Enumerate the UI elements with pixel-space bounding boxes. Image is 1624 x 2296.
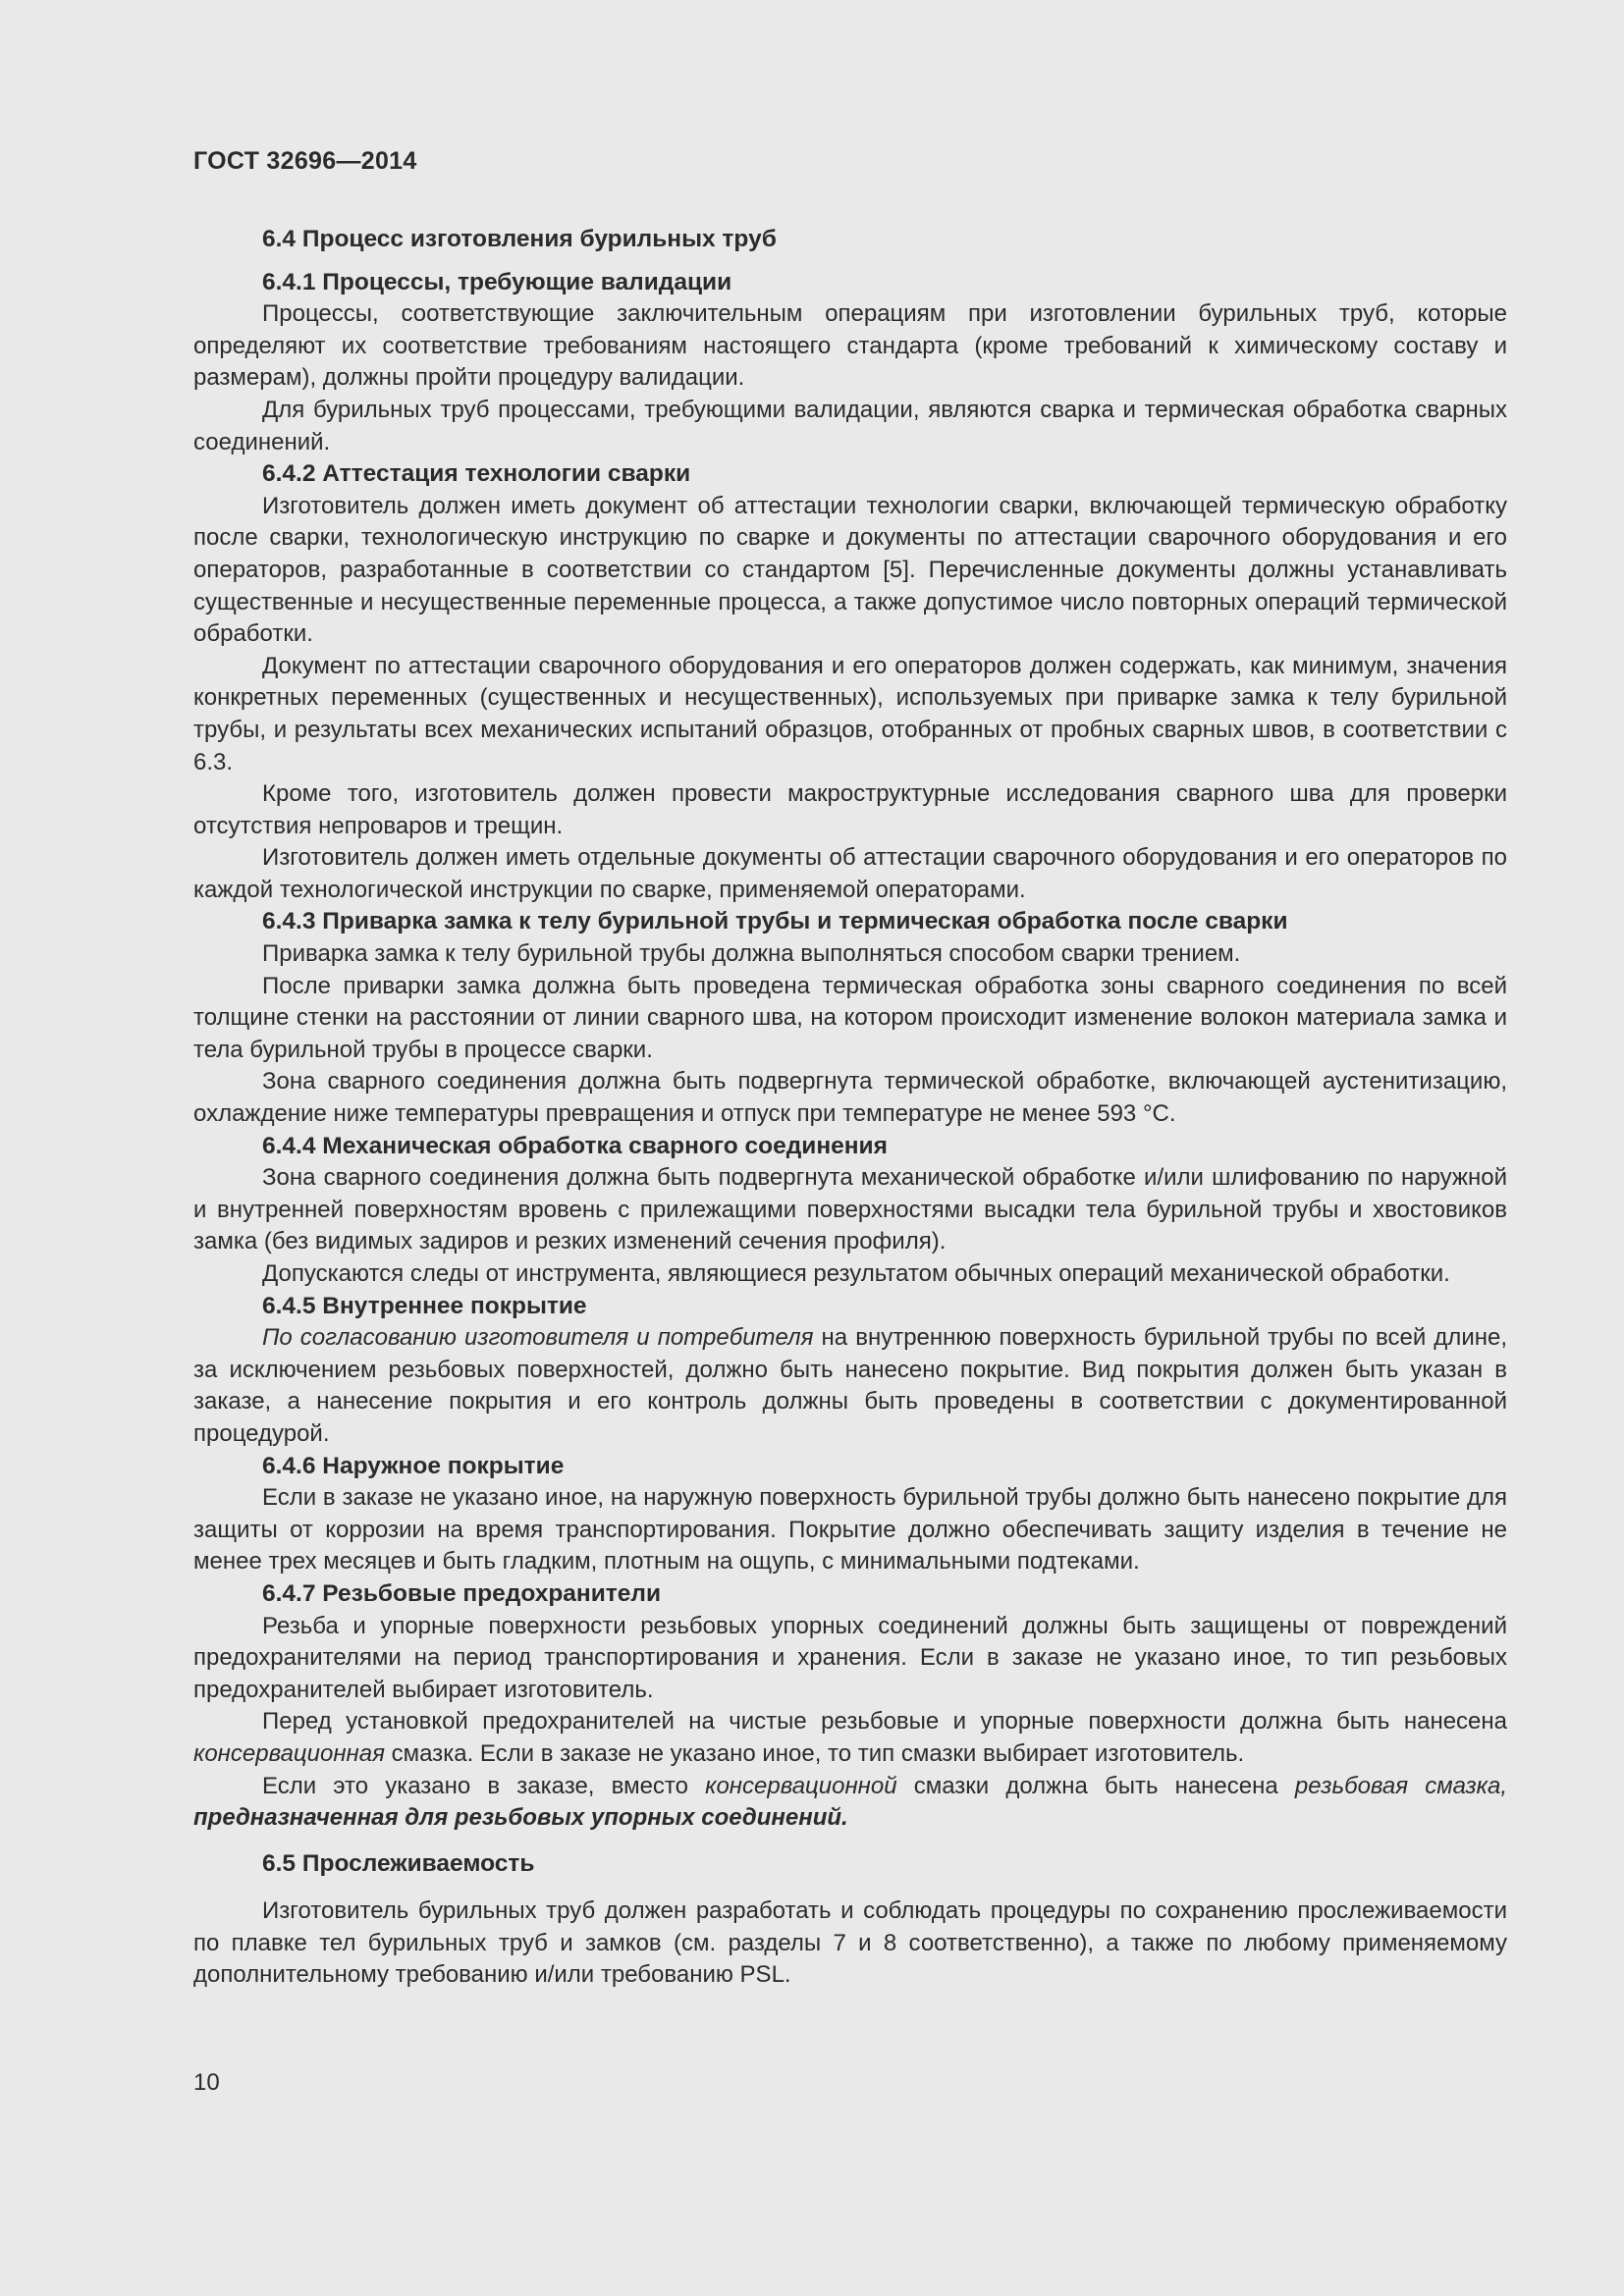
paragraph: Кроме того, изготовитель должен провести макроструктурные исследования сварного шва для проверки отсутствия непроваров и трещин. [193, 780, 1507, 839]
paragraph: Допускаются следы от инструмента, являющиеся результатом обычных операций механической обработки. [262, 1260, 1450, 1287]
italic-text: резьбовая смазка, [1294, 1772, 1507, 1799]
text-run: на внутреннюю поверхность бурильной трубы по всей длине, за исключением резьбовых поверхностей, должно быть нанесено покрытие. Вид покрытия должен быть указан в заказе, а нанесение покрытия и его контроль должны быть проведены в соответствии с документированной процедурой. [193, 1324, 1507, 1447]
bold-italic-text: предназначенная для резьбовых упорных соединений. [193, 1804, 848, 1832]
section-6-4-1-title: 6.4.1 Процессы, требующие валидации [262, 268, 732, 295]
text-run: Если это указано в заказе, вместо [262, 1772, 706, 1799]
text-run: Перед установкой предохранителей на чистые резьбовые и упорные поверхности должна быть нанесена [262, 1708, 1507, 1735]
italic-text: По согласованию изготовителя и потребителя [262, 1324, 814, 1352]
section-6-4-5-title: 6.4.5 Внутреннее покрытие [262, 1292, 587, 1319]
section-6-4-2-title: 6.4.2 Аттестация технологии сварки [262, 460, 691, 488]
paragraph: Зона сварного соединения должна быть подвергнута механической обработке и/или шлифованию по наружной и внутренней поверхностям вровень с прилежащими поверхностями высадки тела бурильной трубы и хвостовиков замка (без видимых задиров и резких изменений сечения профиля). [193, 1164, 1507, 1255]
paragraph: Резьба и упорные поверхности резьбовых упорных соединений должны быть защищены от повреждений предохранителями на период транспортирования и хранения. Если в заказе не указано иное, то тип резьбовых предохранителей выбирает изготовитель. [193, 1612, 1507, 1703]
paragraph: Зона сварного соединения должна быть подвергнута термической обработке, включающей аустенитизацию, охлаждение ниже температуры превращения и отпуск при температуре не менее 593 °C. [193, 1068, 1507, 1128]
document-body [193, 224, 1507, 1992]
paragraph: Изготовитель должен иметь отдельные документы об аттестации сварочного оборудования и его операторов по каждой технологической инструкции по сварке, применяемой операторами. [193, 844, 1507, 903]
page-number: 10 [193, 2069, 220, 2096]
text-run: смазка. Если в заказе не указано иное, то тип смазки выбирает изготовитель. [384, 1739, 1245, 1767]
paragraph: Процессы, соответствующие заключительным операциям при изготовлении бурильных труб, которые определяют их соответствие требованиям настоящего стандарта (кроме требований к химическому составу и размерам), должны пройти процедуру валидации. [193, 300, 1507, 392]
section-6-4-title: 6.4 Процесс изготовления бурильных труб [262, 226, 777, 252]
paragraph: Для бурильных труб процессами, требующими валидации, являются сварка и термическая обработка сварных соединений. [193, 396, 1507, 455]
paragraph [193, 1771, 1507, 1835]
paragraph: Документ по аттестации сварочного оборудования и его операторов должен содержать, как минимум, значения конкретных переменных (существенных и несущественных), используемых при приварке замка к телу бурильной трубы, и результаты всех механических испытаний образцов, отобранных от пробных сварных швов, в соответствии с 6.3. [193, 652, 1507, 775]
section-6-5-title: 6.5 Прослеживаемость [262, 1849, 535, 1877]
paragraph: Если в заказе не указано иное, на наружную поверхность бурильной трубы должно быть нанесено покрытие для защиты от коррозии на время транспортирования. Покрытие должно обеспечивать защиту изделия в течение не менее трех месяцев и быть гладким, плотным на ощупь, с минимальными подтеками. [193, 1484, 1507, 1575]
section-6-4-6-title: 6.4.6 Наружное покрытие [262, 1452, 565, 1479]
text-run: смазки должна быть нанесена [896, 1772, 1295, 1799]
italic-text: консервационной [705, 1772, 897, 1799]
paragraph: Изготовитель бурильных труб должен разработать и соблюдать процедуры по сохранению прослеживаемости по плавке тел бурильных труб и замков (см. разделы 7 и 8 соответственно), а также по любому применяемому дополнительному требованию и/или требованию PSL. [193, 1897, 1507, 1989]
paragraph: Изготовитель должен иметь документ об аттестации технологии сварки, включающей термическую обработку после сварки, технологическую инструкцию по сварке и документы по аттестации сварочного оборудования и его операторов, разработанные в соответствии со стандартом [5]. Перечисленные документы должны устанавливать существенные и несущественные переменные процесса, а также допустимое число повторных операций термической обработки. [193, 492, 1507, 648]
document-header: ГОСТ 32696—2014 [193, 147, 417, 175]
italic-text: консервационная [193, 1739, 385, 1767]
section-6-4-4-title: 6.4.4 Механическая обработка сварного соединения [262, 1132, 888, 1159]
section-6-4-7-title: 6.4.7 Резьбовые предохранители [262, 1579, 662, 1607]
paragraph [193, 1322, 1507, 1450]
section-6-4-3-title: 6.4.3 Приварка замка к телу бурильной трубы и термическая обработка после сварки [262, 908, 1288, 935]
paragraph: После приварки замка должна быть проведена термическая обработка зоны сварного соединения по всей толщине стенки на расстоянии от линии сварного шва, на котором происходит изменение волокон материала замка и тела бурильной трубы в процессе сварки. [193, 972, 1507, 1063]
paragraph: Приварка замка к телу бурильной трубы должна выполняться способом сварки трением. [262, 940, 1241, 968]
paragraph [193, 1706, 1507, 1770]
